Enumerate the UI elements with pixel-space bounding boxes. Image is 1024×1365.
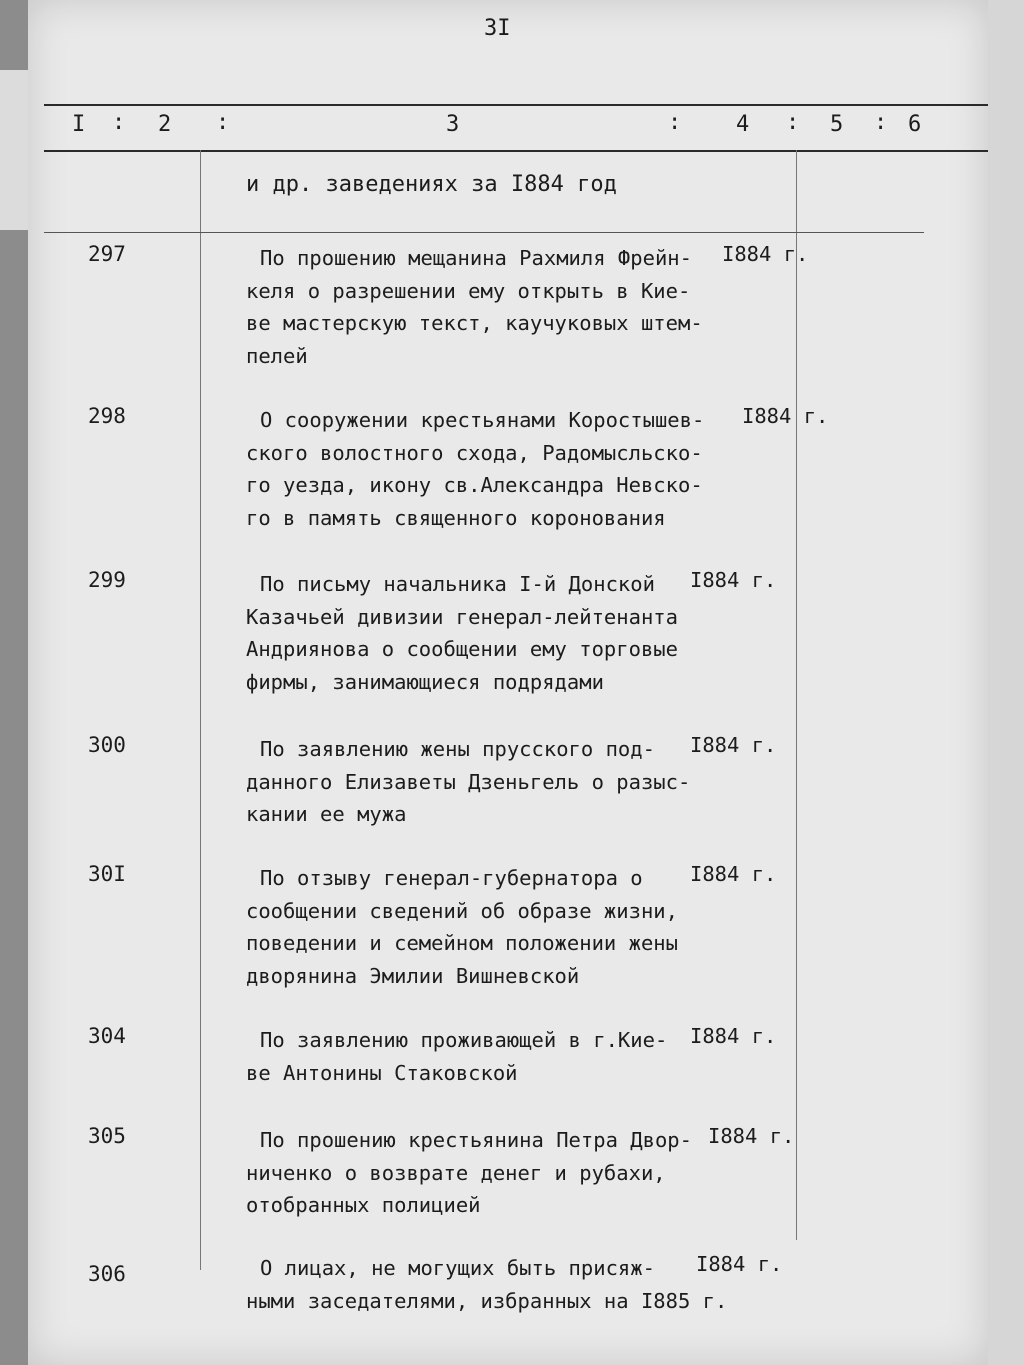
record-year: I884 г.	[708, 1124, 795, 1148]
record-year: I884 г.	[690, 862, 777, 886]
record-description-line: кании ее мужа	[246, 802, 407, 826]
page-edge	[986, 0, 1024, 1365]
record-description-line: О лицах, не могущих быть присяж-	[260, 1256, 655, 1280]
record-description-line: ве Антонины Стаковской	[246, 1060, 518, 1085]
record-description-line: ве мастерскую текст, каучуковых штем-	[246, 311, 703, 335]
record-description-line: келя о разрешении ему открыть в Кие-	[246, 278, 691, 303]
column-separator: :	[668, 110, 682, 135]
record-description-line: По письму начальника I-й Донской	[260, 572, 655, 596]
record-number: 298	[88, 404, 126, 428]
record-number: 30I	[88, 862, 126, 886]
record-description-line: По отзыву генерал-губернатора о	[260, 866, 643, 890]
column-separator: :	[786, 110, 800, 135]
table-heading: и др. заведениях за I884 год	[246, 172, 617, 197]
column-number-2: 2	[158, 112, 172, 137]
record-year: I884 г.	[722, 242, 809, 266]
column-separator: :	[112, 110, 126, 135]
record-number: 305	[88, 1124, 126, 1148]
record-description-line: дворянина Эмилии Вишневской	[246, 963, 580, 988]
record-description-line: ными заседателями, избранных на I885 г.	[246, 1288, 728, 1313]
column-separator: :	[216, 110, 230, 135]
page-number: 3I	[484, 16, 511, 41]
heading-row-rule	[44, 232, 924, 233]
record-description-line: По прошению мещанина Рахмиля Фрейн-	[260, 246, 692, 270]
column-number-5: 5	[830, 112, 844, 137]
record-year: I884 г.	[690, 733, 777, 757]
column-divider-right	[796, 150, 797, 1240]
record-description-line: го в память священного коронования	[246, 505, 666, 530]
record-description-line: О сооружении крестьянами Коростышев-	[260, 408, 705, 432]
record-description-line: По прошению крестьянина Петра Двор-	[260, 1128, 692, 1152]
column-number-3: 3	[446, 112, 460, 137]
column-separator: :	[874, 110, 888, 135]
record-year: I884 г.	[690, 568, 777, 592]
column-number-6: 6	[908, 112, 922, 137]
record-description-line: Андриянова о сообщении ему торговые	[246, 637, 678, 661]
record-description-line: данного Елизаветы Дзеньгель о разыс-	[246, 769, 691, 794]
record-year: I884 г.	[690, 1024, 777, 1048]
record-description-line: пелей	[246, 343, 308, 368]
column-number-1: I	[72, 112, 86, 137]
record-description-line: Казачьей дивизии генерал-лейтенанта	[246, 604, 678, 629]
record-description-line: ского волостного схода, Радомысльско-	[246, 440, 703, 465]
column-number-4: 4	[736, 112, 750, 137]
column-divider-left	[200, 150, 201, 1270]
record-description-line: го уезда, икону св.Александра Невско-	[246, 473, 703, 497]
record-year: I884 г.	[742, 404, 829, 428]
record-description-line: отобранных полицией	[246, 1193, 481, 1217]
record-number: 299	[88, 568, 126, 592]
record-year: I884 г.	[696, 1252, 783, 1276]
record-number: 304	[88, 1024, 126, 1048]
record-description-line: фирмы, занимающиеся подрядами	[246, 669, 604, 694]
record-description-line: поведении и семейном положении жены	[246, 931, 678, 955]
record-description-line: По заявлению жены прусского под-	[260, 737, 655, 761]
record-number: 300	[88, 733, 126, 757]
record-number: 306	[88, 1262, 126, 1286]
header-rule-bottom	[44, 150, 988, 152]
record-description-line: По заявлению проживающей в г.Кие-	[260, 1028, 668, 1052]
record-description-line: сообщении сведений об образе жизни,	[246, 898, 678, 923]
header-rule-top	[44, 104, 988, 106]
record-description-line: ниченко о возврате денег и рубахи,	[246, 1160, 666, 1185]
record-number: 297	[88, 242, 126, 266]
document-page	[28, 0, 988, 1365]
